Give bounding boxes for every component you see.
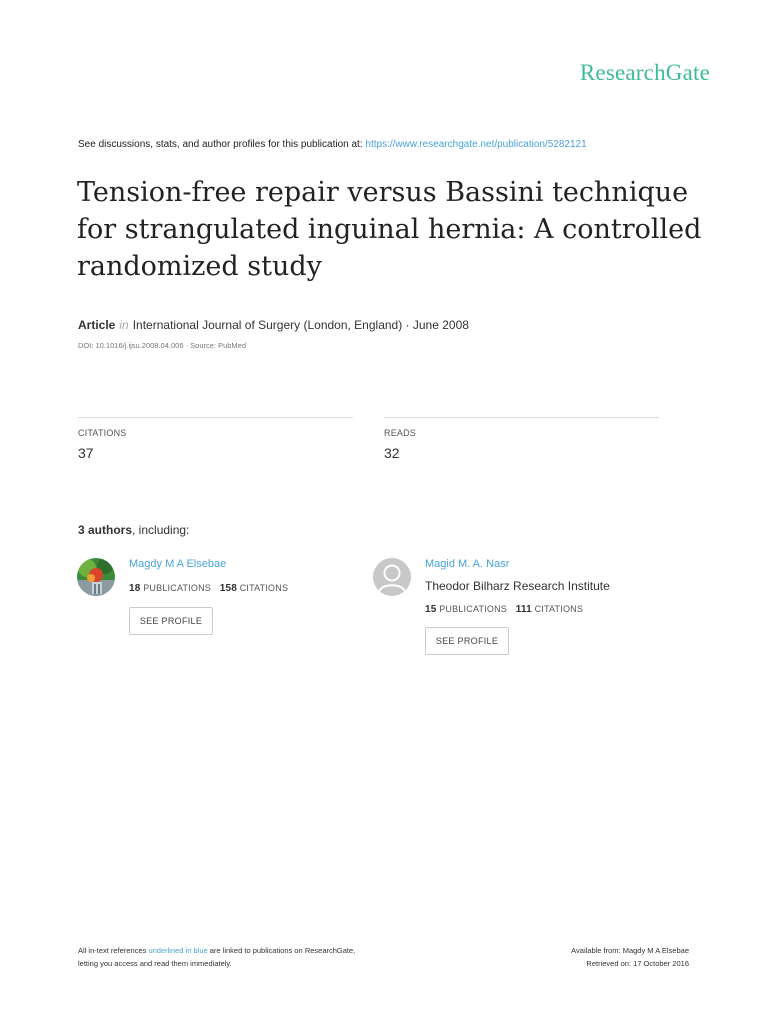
publication-link[interactable]: https://www.researchgate.net/publication/5282121 [365,139,587,150]
article-type: Article [78,318,116,332]
citations-divider [78,417,353,418]
title-line: Tension-free repair versus Bassini technique [77,177,689,208]
author-name[interactable]: Magid M. A. Nasr [425,558,510,570]
author-stats [129,583,288,594]
footer-availability [571,944,689,970]
author-citations-count: 158 [219,583,237,594]
researchgate-logo[interactable]: ResearchGate [579,60,710,85]
footer-line: letting you access and read them immediately. [78,959,232,968]
author-citations-label: CITATIONS [239,583,289,593]
author-citations-label: CITATIONS [534,604,584,614]
title-line: for strangulated inguinal hernia: A controlled [77,214,702,245]
retrieved-on: Retrieved on: 17 October 2016 [586,959,689,968]
reads-label: READS [384,428,417,438]
default-avatar-icon[interactable] [373,558,411,596]
authors-suffix: , including: [132,523,190,537]
author-photo-icon[interactable] [77,558,115,596]
article-meta [78,318,469,332]
doi-source: DOI: 10.1016/j.ijsu.2008.04.006 · Source: PubMed [78,341,247,350]
author-institution: Theodor Bilharz Research Institute [425,579,610,593]
reads-divider [384,417,659,418]
footer-note [78,944,355,970]
author-citations-count: 111 [515,604,532,615]
see-profile-button[interactable]: SEE PROFILE [425,627,509,655]
see-profile-button[interactable]: SEE PROFILE [129,607,213,635]
publications-count: 18 [129,583,141,594]
citations-count: 37 [78,445,94,461]
available-from: Available from: Magdy M A Elsebae [571,946,689,955]
discussion-line [78,139,587,150]
footer-line [78,944,355,957]
citations-label: CITATIONS [78,428,127,438]
article-title [77,174,717,285]
footer-text: All in-text references [78,946,149,955]
authors-heading [78,523,189,537]
authors-count: 3 authors [78,523,133,537]
in-word: in [119,318,129,332]
journal-name: International Journal of Surgery (London, England) · June 2008 [132,318,469,332]
footer-text: are linked to publications on ResearchGate, [207,946,356,955]
author-card [373,558,673,658]
author-name[interactable]: Magdy M A Elsebae [129,558,227,570]
footer-underline-link: underlined in blue [148,946,208,955]
author-stats [425,604,583,615]
reads-count: 32 [384,445,400,461]
publications-label: PUBLICATIONS [439,604,507,614]
title-line: randomized study [77,251,322,282]
publications-count: 15 [425,604,437,615]
publications-label: PUBLICATIONS [143,583,211,593]
author-card [77,558,337,638]
discussion-text: See discussions, stats, and author profiles for this publication at: [78,139,366,150]
